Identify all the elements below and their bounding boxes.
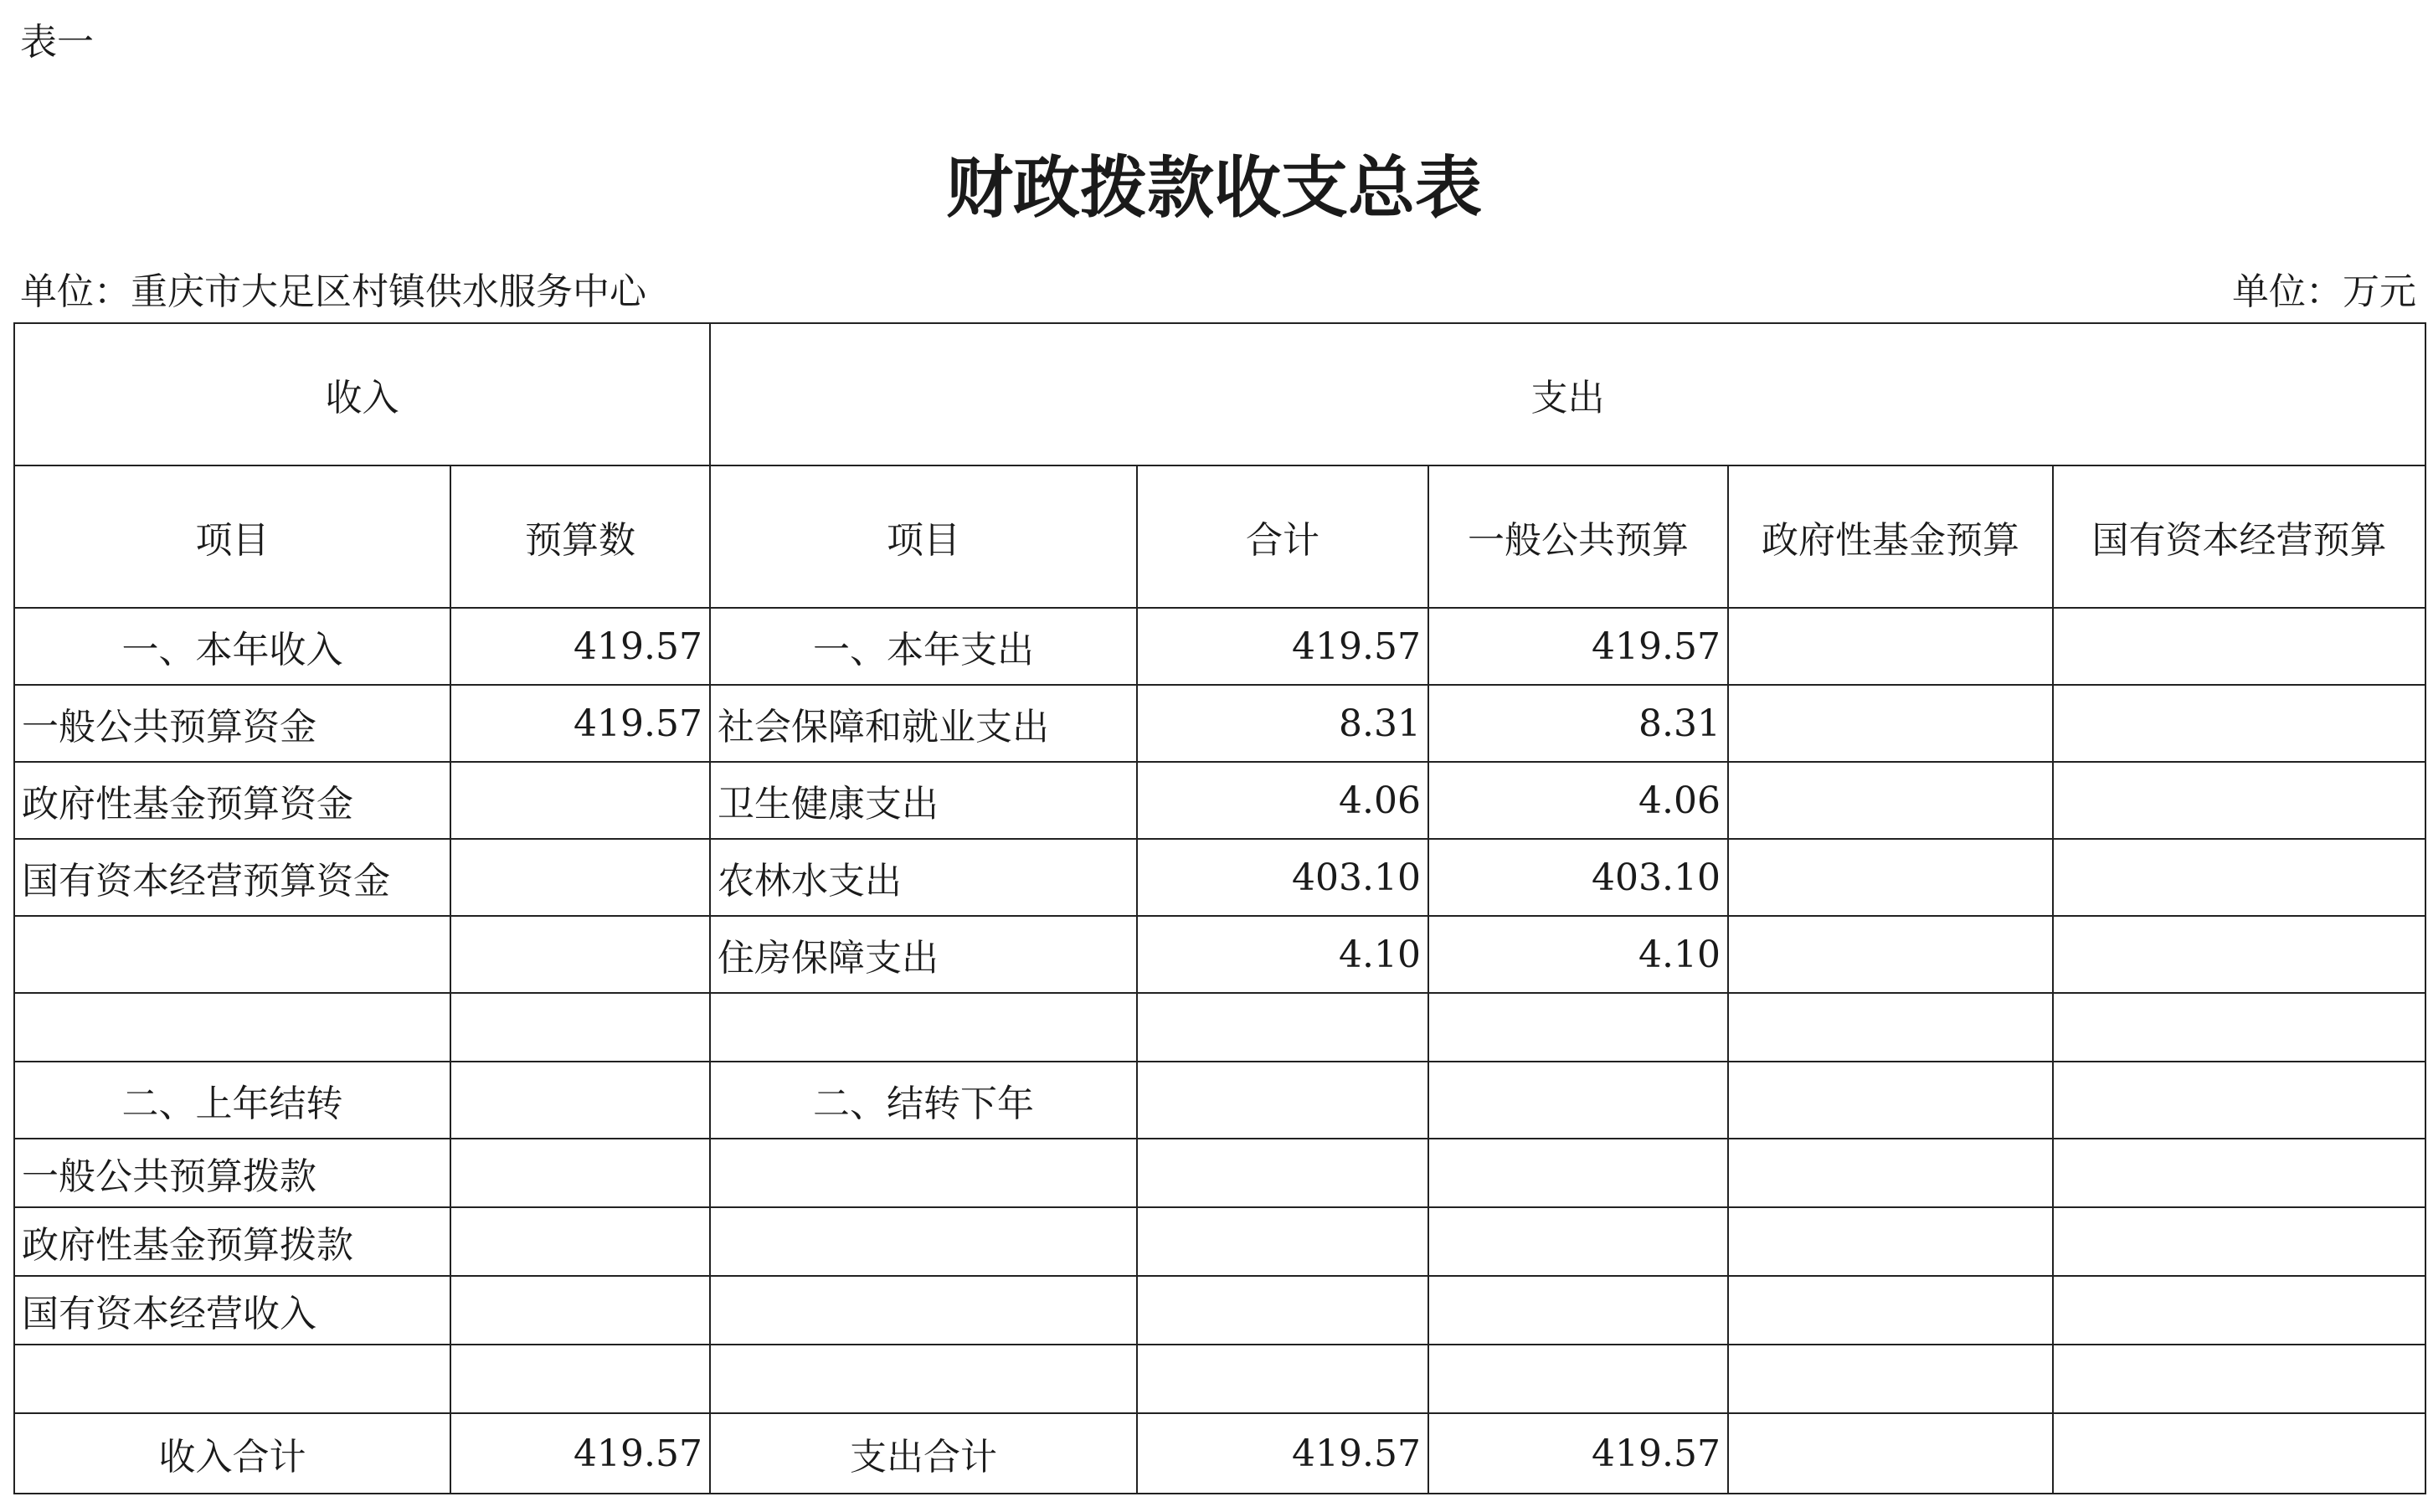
cell-expense-item: 卫生健康支出 bbox=[710, 762, 1137, 839]
table-row bbox=[14, 1276, 2425, 1345]
cell-total bbox=[1137, 1345, 1428, 1413]
cell-state-capital bbox=[2053, 916, 2425, 993]
cell-total bbox=[1137, 1062, 1428, 1139]
cell-gov-fund bbox=[1728, 1276, 2053, 1345]
cell-general-public: 4.06 bbox=[1428, 762, 1728, 839]
cell-total: 4.06 bbox=[1137, 762, 1428, 839]
cell-expense-item: 农林水支出 bbox=[710, 839, 1137, 916]
cell-income-budget: 419.57 bbox=[450, 1413, 710, 1494]
cell-gov-fund bbox=[1728, 685, 2053, 762]
cell-general-public bbox=[1428, 993, 1728, 1062]
cell-income-budget bbox=[450, 1062, 710, 1139]
cell-income-item bbox=[14, 993, 450, 1062]
cell-general-public bbox=[1428, 1207, 1728, 1276]
cell-gov-fund bbox=[1728, 1207, 2053, 1276]
cell-total bbox=[1137, 1207, 1428, 1276]
cell-general-public: 8.31 bbox=[1428, 685, 1728, 762]
cell-income-item: 政府性基金预算资金 bbox=[14, 762, 450, 839]
col-header-state-capital: 国有资本经营预算 bbox=[2053, 465, 2425, 608]
cell-state-capital bbox=[2053, 1207, 2425, 1276]
cell-income-budget bbox=[450, 1276, 710, 1345]
cell-general-public: 403.10 bbox=[1428, 839, 1728, 916]
table-row bbox=[14, 839, 2425, 916]
cell-total bbox=[1137, 1139, 1428, 1207]
table-row bbox=[14, 1345, 2425, 1413]
table-row bbox=[14, 1413, 2425, 1494]
expense-group-header: 支出 bbox=[710, 323, 2425, 465]
cell-income-budget bbox=[450, 762, 710, 839]
page-title: 财政拨款收支总表 bbox=[946, 149, 1482, 227]
cell-total: 403.10 bbox=[1137, 839, 1428, 916]
cell-state-capital bbox=[2053, 1345, 2425, 1413]
cell-income-budget bbox=[450, 1139, 710, 1207]
cell-state-capital bbox=[2053, 685, 2425, 762]
cell-state-capital bbox=[2053, 762, 2425, 839]
cell-expense-item: 社会保障和就业支出 bbox=[710, 685, 1137, 762]
cell-gov-fund bbox=[1728, 1345, 2053, 1413]
cell-income-budget bbox=[450, 1345, 710, 1413]
cell-gov-fund bbox=[1728, 762, 2053, 839]
col-header-expense-item: 项目 bbox=[710, 465, 1137, 608]
cell-income-item bbox=[14, 916, 450, 993]
income-group-header: 收入 bbox=[14, 323, 710, 465]
cell-total: 419.57 bbox=[1137, 1413, 1428, 1494]
table-row bbox=[14, 1139, 2425, 1207]
table-row bbox=[14, 993, 2425, 1062]
col-header-total: 合计 bbox=[1137, 465, 1428, 608]
unit-organization: 单位：重庆市大足区村镇供水服务中心 bbox=[20, 270, 646, 313]
cell-expense-item bbox=[710, 993, 1137, 1062]
fiscal-summary-table bbox=[13, 322, 2426, 1494]
col-header-gov-fund: 政府性基金预算 bbox=[1728, 465, 2053, 608]
cell-state-capital bbox=[2053, 1276, 2425, 1345]
cell-expense-item: 二、结转下年 bbox=[710, 1062, 1137, 1139]
cell-income-item: 一般公共预算拨款 bbox=[14, 1139, 450, 1207]
cell-state-capital bbox=[2053, 1413, 2425, 1494]
table-label: 表一 bbox=[20, 21, 94, 64]
cell-expense-item bbox=[710, 1139, 1137, 1207]
cell-expense-item: 住房保障支出 bbox=[710, 916, 1137, 993]
cell-income-item: 政府性基金预算拨款 bbox=[14, 1207, 450, 1276]
cell-general-public bbox=[1428, 1345, 1728, 1413]
cell-expense-item bbox=[710, 1276, 1137, 1345]
column-header-row bbox=[14, 465, 2425, 608]
unit-currency: 单位：万元 bbox=[2232, 270, 2416, 313]
cell-gov-fund bbox=[1728, 839, 2053, 916]
cell-general-public bbox=[1428, 1276, 1728, 1345]
cell-income-budget bbox=[450, 993, 710, 1062]
group-header-row bbox=[14, 323, 2425, 465]
table-row bbox=[14, 1207, 2425, 1276]
table-row bbox=[14, 916, 2425, 993]
cell-income-budget: 419.57 bbox=[450, 608, 710, 685]
col-header-income-budget: 预算数 bbox=[450, 465, 710, 608]
col-header-general-public: 一般公共预算 bbox=[1428, 465, 1728, 608]
cell-expense-item: 支出合计 bbox=[710, 1413, 1137, 1494]
table-row bbox=[14, 1062, 2425, 1139]
cell-general-public bbox=[1428, 1139, 1728, 1207]
cell-state-capital bbox=[2053, 993, 2425, 1062]
cell-general-public: 4.10 bbox=[1428, 916, 1728, 993]
cell-state-capital bbox=[2053, 1139, 2425, 1207]
cell-income-item: 一般公共预算资金 bbox=[14, 685, 450, 762]
cell-general-public: 419.57 bbox=[1428, 608, 1728, 685]
cell-gov-fund bbox=[1728, 916, 2053, 993]
cell-state-capital bbox=[2053, 1062, 2425, 1139]
col-header-income-item: 项目 bbox=[14, 465, 450, 608]
table-row bbox=[14, 608, 2425, 685]
cell-gov-fund bbox=[1728, 1062, 2053, 1139]
cell-total: 419.57 bbox=[1137, 608, 1428, 685]
table-row bbox=[14, 685, 2425, 762]
cell-income-item: 收入合计 bbox=[14, 1413, 450, 1494]
cell-income-budget: 419.57 bbox=[450, 685, 710, 762]
cell-income-budget bbox=[450, 1207, 710, 1276]
cell-expense-item bbox=[710, 1207, 1137, 1276]
cell-income-item bbox=[14, 1345, 450, 1413]
cell-state-capital bbox=[2053, 608, 2425, 685]
cell-state-capital bbox=[2053, 839, 2425, 916]
cell-general-public bbox=[1428, 1062, 1728, 1139]
cell-expense-item: 一、本年支出 bbox=[710, 608, 1137, 685]
cell-general-public: 419.57 bbox=[1428, 1413, 1728, 1494]
cell-income-budget bbox=[450, 839, 710, 916]
cell-gov-fund bbox=[1728, 608, 2053, 685]
cell-gov-fund bbox=[1728, 1139, 2053, 1207]
cell-total bbox=[1137, 1276, 1428, 1345]
cell-income-item: 国有资本经营预算资金 bbox=[14, 839, 450, 916]
cell-income-budget bbox=[450, 916, 710, 993]
cell-gov-fund bbox=[1728, 993, 2053, 1062]
cell-gov-fund bbox=[1728, 1413, 2053, 1494]
cell-income-item: 一、本年收入 bbox=[14, 608, 450, 685]
cell-income-item: 国有资本经营收入 bbox=[14, 1276, 450, 1345]
table-row bbox=[14, 762, 2425, 839]
cell-total: 4.10 bbox=[1137, 916, 1428, 993]
cell-total bbox=[1137, 993, 1428, 1062]
cell-expense-item bbox=[710, 1345, 1137, 1413]
cell-total: 8.31 bbox=[1137, 685, 1428, 762]
cell-income-item: 二、上年结转 bbox=[14, 1062, 450, 1139]
